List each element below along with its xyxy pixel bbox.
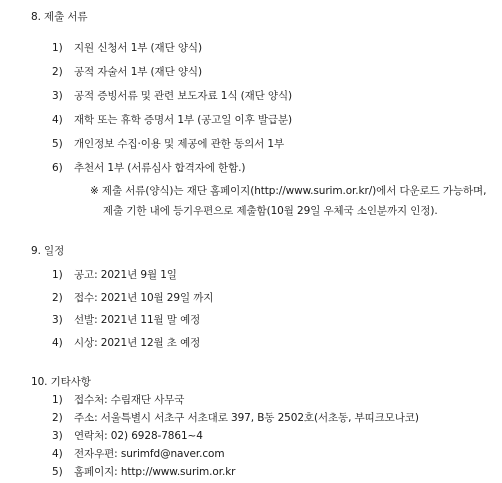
list-item (52, 162, 245, 175)
list-item-text: 접수: 2021년 10월 29일 까지 (74, 292, 214, 304)
list-item-number: 2) (52, 412, 63, 424)
list-item-number: 4) (52, 337, 63, 349)
list-item (52, 466, 235, 479)
list-item (52, 66, 202, 79)
list-item (52, 90, 292, 103)
list-item-number: 1) (52, 269, 63, 281)
section-heading-other-info: 10. 기타사항 (31, 376, 91, 388)
list-item-number: 6) (52, 162, 63, 174)
list-item-text: 공적 자술서 1부 (재단 양식) (74, 66, 202, 78)
list-item-number: 3) (52, 430, 63, 442)
list-item-text: 지원 신청서 1부 (재단 양식) (74, 42, 202, 54)
list-item-text: 주소: 서울특별시 서초구 서초대로 397, B동 2502호(서초동, 부띠크모나코) (74, 412, 419, 424)
list-item-text: 재학 또는 휴학 증명서 1부 (공고일 이후 발급분) (74, 114, 293, 126)
list-item-number: 5) (52, 138, 63, 150)
list-item-text: 접수처: 수림재단 사무국 (74, 394, 185, 406)
list-item-number: 5) (52, 466, 63, 478)
section-heading-submission-documents: 8. 제출 서류 (31, 11, 88, 23)
list-item (52, 292, 213, 305)
list-item (52, 412, 419, 425)
list-item (52, 448, 224, 461)
submission-note-line-1: ※ 제출 서류(양식)는 재단 홈페이지(http://www.surim.or.kr/)에서 다운로드 가능하며, (90, 185, 487, 197)
list-item-number: 2) (52, 66, 63, 78)
list-item-text: 홈페이지: http://www.surim.or.kr (74, 466, 236, 478)
list-item-text: 공고: 2021년 9월 1일 (74, 269, 177, 281)
list-item-number: 4) (52, 448, 63, 460)
list-item (52, 314, 200, 327)
list-item-number: 1) (52, 394, 63, 406)
list-item-number: 4) (52, 114, 63, 126)
list-item-text: 시상: 2021년 12월 초 예정 (74, 337, 201, 349)
submission-note-line-2: 제출 기한 내에 등기우편으로 제출함(10월 29일 우체국 소인분까지 인정). (103, 205, 438, 217)
list-item-text: 추천서 1부 (서류심사 합격자에 한함.) (74, 162, 246, 174)
list-item-text: 연락처: 02) 6928-7861~4 (74, 430, 203, 442)
list-item (52, 269, 177, 282)
list-item (52, 114, 292, 127)
list-item-number: 3) (52, 314, 63, 326)
list-item (52, 430, 203, 443)
section-heading-schedule: 9. 일정 (31, 245, 65, 257)
list-item-text: 선발: 2021년 11월 말 예정 (74, 314, 201, 326)
list-item (52, 394, 184, 407)
list-item-number: 1) (52, 42, 63, 54)
list-item-text: 공적 증빙서류 및 관련 보도자료 1식 (재단 양식) (74, 90, 293, 102)
list-item-number: 2) (52, 292, 63, 304)
list-item-text: 전자우편: surimfd@naver.com (74, 448, 225, 460)
list-item-text: 개인정보 수집·이용 및 제공에 관한 동의서 1부 (74, 138, 285, 150)
list-item-number: 3) (52, 90, 63, 102)
list-item (52, 138, 284, 151)
list-item (52, 42, 202, 55)
list-item (52, 337, 200, 350)
